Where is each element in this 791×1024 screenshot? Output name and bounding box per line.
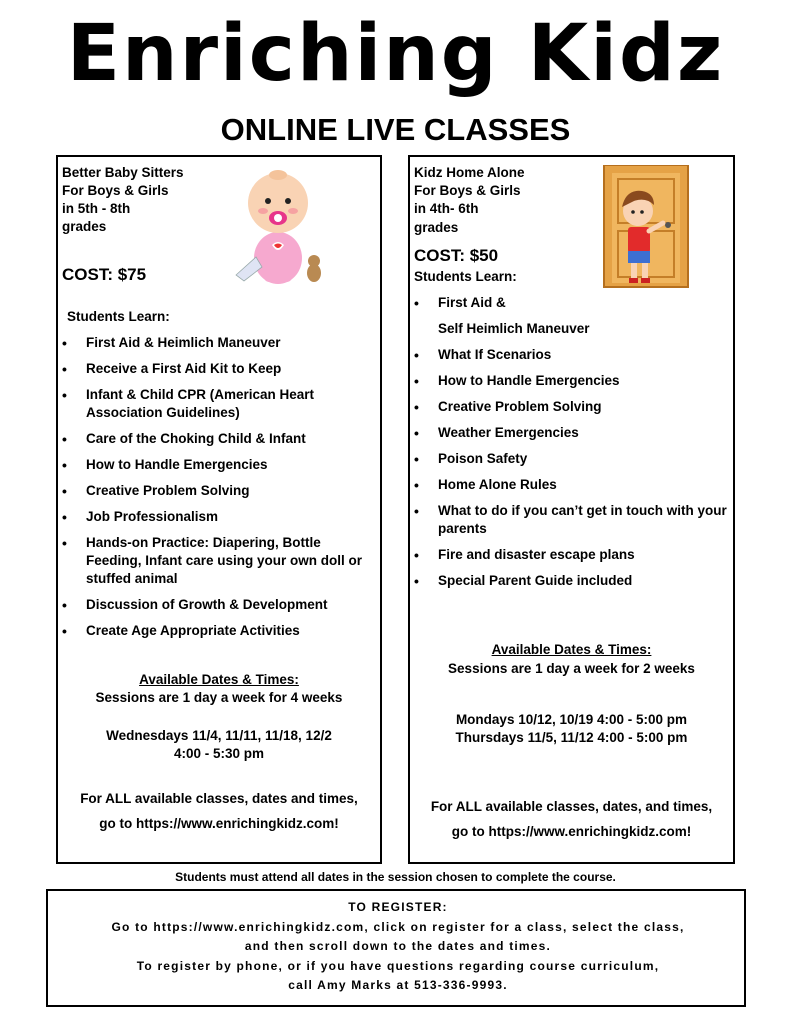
list-item: • Fire and disaster escape plans: [412, 546, 730, 564]
list-item: [412, 294, 730, 312]
child-at-door-illustration: [600, 165, 692, 293]
register-heading: TO REGISTER:: [348, 900, 448, 914]
class-title: Kidz Home Alone: [414, 165, 525, 180]
baby-illustration: [230, 163, 330, 285]
list-item: • Job Professionalism: [60, 508, 378, 526]
students-learn-label: Students Learn:: [414, 269, 517, 284]
schedule-days: Wednesdays 11/4, 11/11, 11/18, 12/2: [106, 728, 332, 743]
list-item: • Care of the Choking Child & Infant: [60, 430, 378, 448]
schedule-mondays: Mondays 10/12, 10/19 4:00 - 5:00 pm: [455, 712, 688, 727]
list-item-text: First Aid &: [438, 295, 506, 310]
list-item: • How to Handle Emergencies: [60, 456, 378, 474]
list-item: • First Aid & Heimlich Maneuver: [60, 334, 378, 352]
list-item: • Discussion of Growth & Development: [60, 596, 378, 614]
students-learn-label: Students Learn:: [67, 309, 170, 324]
list-item: • What If Scenarios: [412, 346, 730, 364]
grade-range: in 4th- 6th: [414, 201, 479, 216]
list-item: • Receive a First Aid Kit to Keep: [60, 360, 378, 378]
dates-heading: Available Dates & Times:: [491, 642, 652, 657]
list-item: • Hands-on Practice: Diapering, Bottle Feeding, Infant care using your own doll or stuffed animal: [60, 534, 378, 588]
list-item: • Special Parent Guide included: [412, 572, 730, 590]
list-item: • What to do if you can’t get in touch with your parents: [412, 502, 730, 538]
class-box-baby-sitters: [56, 155, 382, 864]
audience: For Boys & Girls: [414, 183, 521, 198]
class-box-home-alone: [408, 155, 735, 864]
attendance-note: Students must attend all dates in the session chosen to complete the course.: [175, 870, 616, 884]
footer-text: For ALL available classes, dates and times,: [80, 791, 358, 806]
grade-label: grades: [414, 220, 459, 235]
list-item: • Weather Emergencies: [412, 424, 730, 442]
register-line: Go to https://www.enrichingkidz.com, click on register for a class, select the class,: [111, 920, 685, 934]
website-text: go to https://www.enrichingkidz.com!: [99, 816, 339, 831]
topics-list: [60, 334, 378, 648]
dates-heading: Available Dates & Times:: [139, 672, 299, 687]
topics-list-continued: [412, 346, 730, 598]
register-line: call Amy Marks at 513-336-9993.: [288, 978, 508, 992]
register-box: [46, 889, 746, 1007]
page-subtitle: ONLINE LIVE CLASSES: [220, 112, 571, 147]
class-cost: COST: $75: [62, 265, 147, 284]
list-item-continuation: Self Heimlich Maneuver: [438, 321, 590, 336]
list-item: • Poison Safety: [412, 450, 730, 468]
schedule-thursdays: Thursdays 11/5, 11/12 4:00 - 5:00 pm: [455, 730, 688, 745]
class-title: Better Baby Sitters: [62, 165, 184, 180]
register-line: To register by phone, or if you have questions regarding course curriculum,: [136, 959, 660, 973]
list-item: • Create Age Appropriate Activities: [60, 622, 378, 640]
list-item: • Home Alone Rules: [412, 476, 730, 494]
list-item: • Creative Problem Solving: [60, 482, 378, 500]
brand-title: Enriching Kidz: [66, 9, 725, 99]
register-line: and then scroll down to the dates and times.: [244, 939, 552, 953]
session-info: Sessions are 1 day a week for 4 weeks: [95, 690, 343, 705]
list-item: • How to Handle Emergencies: [412, 372, 730, 390]
schedule-time: 4:00 - 5:30 pm: [173, 746, 265, 761]
website-text: go to https://www.enrichingkidz.com!: [451, 824, 692, 839]
topics-list: [412, 294, 730, 320]
session-info: Sessions are 1 day a week for 2 weeks: [448, 661, 695, 676]
grade-range: in 5th - 8th: [62, 201, 131, 216]
list-item: • Creative Problem Solving: [412, 398, 730, 416]
class-cost: COST: $50: [414, 246, 499, 265]
audience: For Boys & Girls: [62, 183, 169, 198]
list-item: • Infant & Child CPR (American Heart Association Guidelines): [60, 386, 378, 422]
grade-label: grades: [62, 219, 107, 234]
footer-text: For ALL available classes, dates, and times,: [430, 799, 713, 814]
